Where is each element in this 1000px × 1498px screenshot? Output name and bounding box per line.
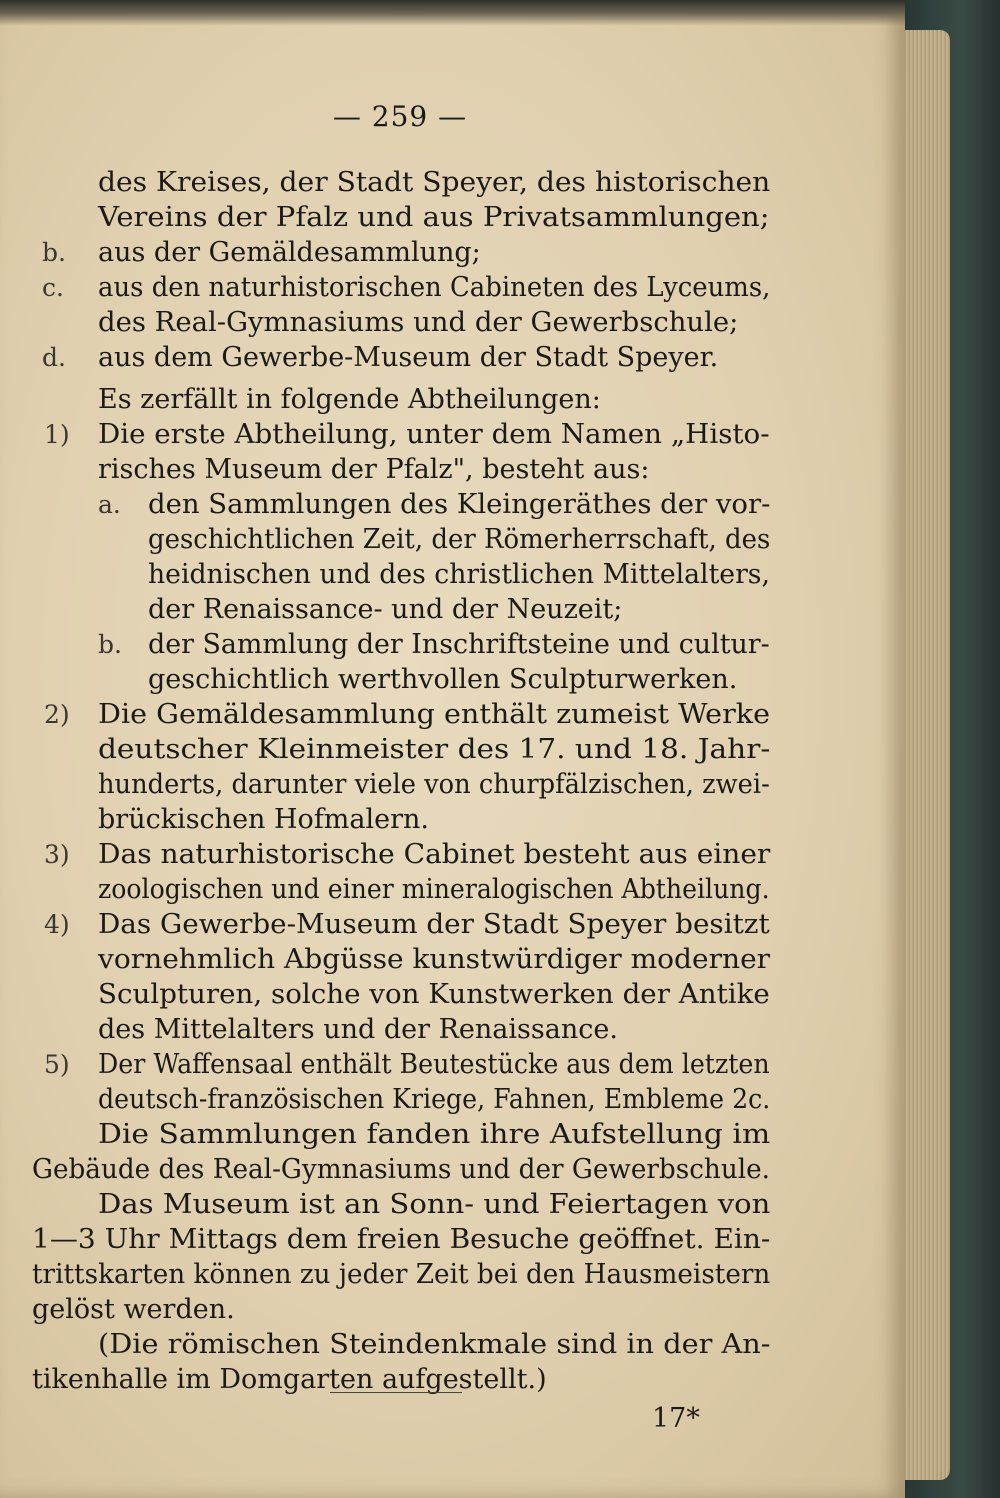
page-number-header: — 259 — bbox=[332, 100, 468, 133]
text-line: Es zerfällt in folgende Abtheilungen: bbox=[98, 384, 601, 415]
text-line: tikenhalle im Domgarten aufgestellt.) bbox=[32, 1364, 547, 1395]
top-shadow bbox=[0, 0, 905, 26]
text-line: 1—3 Uhr Mittags dem freien Besuche geöffnet. Ein- bbox=[32, 1224, 771, 1255]
text-line: zoologischen und einer mineralogischen Abtheilung. bbox=[98, 874, 770, 905]
text-line: gelöst werden. bbox=[32, 1294, 235, 1325]
text-line: Vereins der Pfalz und aus Privatsammlungen; bbox=[98, 202, 770, 233]
text-line: der Renaissance- und der Neuzeit; bbox=[148, 594, 623, 625]
text-line: Die erste Abtheilung, unter dem Namen „Histo- bbox=[98, 419, 770, 450]
text-line: Das naturhistorische Cabinet besteht aus einer bbox=[98, 839, 771, 870]
text-line: heidnischen und des christlichen Mittelalters, bbox=[148, 559, 770, 590]
text-line: deutscher Kleinmeister des 17. und 18. Jahr- bbox=[98, 734, 771, 765]
text-line: Die Sammlungen fanden ihre Aufstellung im bbox=[98, 1119, 771, 1150]
text-line: brückischen Hofmalern. bbox=[98, 804, 430, 835]
text-line: Die Gemäldesammlung enthält zumeist Werke bbox=[98, 699, 771, 730]
text-line: geschichtlich werthvollen Sculpturwerken. bbox=[148, 664, 738, 695]
list-marker: d. bbox=[42, 343, 66, 372]
list-marker: 1) bbox=[44, 420, 70, 449]
text-line: trittskarten können zu jeder Zeit bei den Hausmeistern bbox=[32, 1259, 771, 1290]
text-line: Das Gewerbe-Museum der Stadt Speyer besitzt bbox=[98, 909, 770, 940]
text-line: des Real-Gymnasiums und der Gewerbschule; bbox=[98, 307, 739, 338]
list-marker: 4) bbox=[44, 910, 70, 939]
text-line: Das Museum ist an Sonn- und Feiertagen von bbox=[98, 1189, 771, 1220]
signature-mark: 17* bbox=[652, 1403, 700, 1434]
text-line: den Sammlungen des Kleingeräthes der vor- bbox=[148, 489, 771, 520]
text-line: (Die römischen Steindenkmale sind in der An- bbox=[98, 1329, 771, 1360]
text-line: deutsch-französischen Kriege, Fahnen, Embleme 2c. bbox=[98, 1084, 771, 1115]
text-line: des Kreises, der Stadt Speyer, des historischen bbox=[98, 167, 771, 198]
text-line: Sculpturen, solche von Kunstwerken der Antike bbox=[98, 979, 770, 1010]
text-line: Der Waffensaal enthält Beutestücke aus dem letzten bbox=[98, 1049, 770, 1080]
text-line: risches Museum der Pfalz", besteht aus: bbox=[98, 454, 650, 485]
text-line: aus der Gemäldesammlung; bbox=[98, 237, 481, 268]
text-line: vornehmlich Abgüsse kunstwürdiger moderner bbox=[98, 944, 771, 975]
list-marker: b. bbox=[98, 630, 122, 659]
text-line: Gebäude des Real-Gymnasiums und der Gewerbschule. bbox=[32, 1154, 771, 1185]
text-line: geschichtlichen Zeit, der Römerherrschaft, des bbox=[148, 524, 771, 555]
text-line: hunderts, darunter viele von churpfälzischen, zwei- bbox=[98, 769, 770, 800]
list-marker: b. bbox=[42, 238, 66, 267]
list-marker: 5) bbox=[44, 1050, 70, 1079]
list-marker: 2) bbox=[44, 700, 70, 729]
list-marker: c. bbox=[42, 273, 64, 302]
text-line: der Sammlung der Inschriftsteine und cultur- bbox=[148, 629, 770, 660]
text-line: aus den naturhistorischen Cabineten des Lyceums, bbox=[98, 272, 771, 303]
text-line: aus dem Gewerbe-Museum der Stadt Speyer. bbox=[98, 342, 719, 373]
text-line: des Mittelalters und der Renaissance. bbox=[98, 1014, 618, 1045]
list-marker: a. bbox=[98, 490, 121, 519]
list-marker: 3) bbox=[44, 840, 70, 869]
closing-rule bbox=[330, 1392, 462, 1393]
